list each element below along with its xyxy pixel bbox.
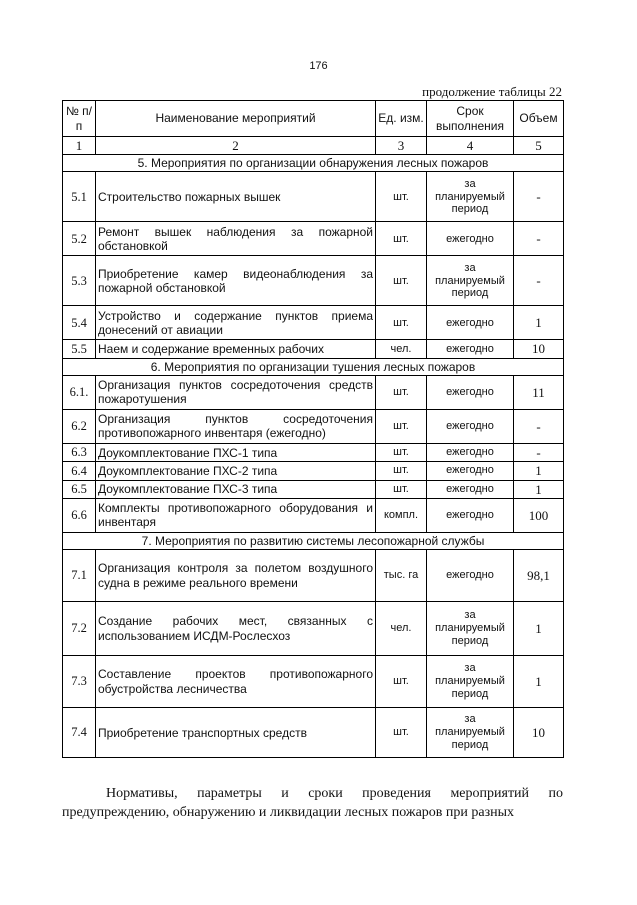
table-row xyxy=(63,708,564,758)
row-num: 5.2 xyxy=(63,222,96,256)
row-num: 5.1 xyxy=(63,172,96,222)
table-row xyxy=(63,409,564,443)
row-unit: шт. xyxy=(376,306,427,340)
index-cell: 2 xyxy=(96,137,376,155)
row-term: за планируемый период xyxy=(427,256,514,306)
row-unit: чел. xyxy=(376,340,427,358)
row-term: ежегодно xyxy=(427,498,514,532)
table-row xyxy=(63,656,564,708)
row-num: 5.5 xyxy=(63,340,96,358)
row-volume: 100 xyxy=(514,498,564,532)
row-name: Организация контроля за полетом воздушного судна в режиме реального времени xyxy=(96,550,376,602)
row-volume: 1 xyxy=(514,602,564,656)
header-num: № п/п xyxy=(63,101,96,137)
table-index-row xyxy=(63,137,564,155)
row-term: ежегодно xyxy=(427,409,514,443)
table-row xyxy=(63,443,564,461)
row-name: Организация пунктов сосредоточения противопожарного инвентаря (ежегодно) xyxy=(96,409,376,443)
row-volume: 1 xyxy=(514,656,564,708)
section-row xyxy=(63,532,564,549)
row-unit: чел. xyxy=(376,602,427,656)
row-name: Устройство и содержание пунктов приема донесений от авиации xyxy=(96,306,376,340)
row-unit: компл. xyxy=(376,498,427,532)
row-unit: шт. xyxy=(376,462,427,480)
table-row xyxy=(63,480,564,498)
row-unit: шт. xyxy=(376,172,427,222)
row-num: 6.4 xyxy=(63,462,96,480)
row-volume: - xyxy=(514,256,564,306)
row-volume: 10 xyxy=(514,708,564,758)
row-volume: 1 xyxy=(514,306,564,340)
row-num: 7.3 xyxy=(63,656,96,708)
row-unit: шт. xyxy=(376,443,427,461)
body-paragraph: Нормативы, параметры и сроки проведения мероприятий по предупреждению, обнаружению и ликвидации лесных пожаров при разных xyxy=(62,786,563,820)
section-title: 7. Мероприятия по развитию системы лесопожарной службы xyxy=(63,532,564,549)
row-num: 6.2 xyxy=(63,409,96,443)
row-volume: 10 xyxy=(514,340,564,358)
index-cell: 5 xyxy=(514,137,564,155)
row-volume: 98,1 xyxy=(514,550,564,602)
row-num: 6.3 xyxy=(63,443,96,461)
row-unit: шт. xyxy=(376,409,427,443)
row-unit: тыс. га xyxy=(376,550,427,602)
row-term: ежегодно xyxy=(427,306,514,340)
row-unit: шт. xyxy=(376,375,427,409)
section-row xyxy=(63,358,564,375)
row-volume: - xyxy=(514,222,564,256)
table-continuation-caption: продолжение таблицы 22 xyxy=(422,84,562,99)
table-header-row xyxy=(63,101,564,137)
table-row xyxy=(63,602,564,656)
row-term: ежегодно xyxy=(427,222,514,256)
section-title: 6. Мероприятия по организации тушения лесных пожаров xyxy=(63,358,564,375)
row-num: 6.1. xyxy=(63,375,96,409)
row-name: Ремонт вышек наблюдения за пожарной обстановкой xyxy=(96,222,376,256)
row-volume: - xyxy=(514,172,564,222)
row-volume: 11 xyxy=(514,375,564,409)
row-term: за планируемый период xyxy=(427,172,514,222)
row-name: Доукомплектование ПХС-1 типа xyxy=(96,443,376,461)
row-name: Комплекты противопожарного оборудования и инвентаря xyxy=(96,498,376,532)
row-name: Организация пунктов сосредоточения средств пожаротушения xyxy=(96,375,376,409)
row-num: 7.4 xyxy=(63,708,96,758)
table-row xyxy=(63,375,564,409)
row-volume: - xyxy=(514,443,564,461)
row-num: 6.6 xyxy=(63,498,96,532)
table-row xyxy=(63,498,564,532)
table-row xyxy=(63,340,564,358)
row-term: ежегодно xyxy=(427,480,514,498)
row-term: ежегодно xyxy=(427,550,514,602)
row-num: 6.5 xyxy=(63,480,96,498)
measures-table xyxy=(62,100,564,758)
row-name: Приобретение камер видеонаблюдения за пожарной обстановкой xyxy=(96,256,376,306)
row-term: ежегодно xyxy=(427,375,514,409)
row-unit: шт. xyxy=(376,656,427,708)
row-name: Доукомплектование ПХС-3 типа xyxy=(96,480,376,498)
row-term: ежегодно xyxy=(427,340,514,358)
row-unit: шт. xyxy=(376,708,427,758)
index-cell: 1 xyxy=(63,137,96,155)
table-row xyxy=(63,462,564,480)
table-row xyxy=(63,256,564,306)
row-num: 5.3 xyxy=(63,256,96,306)
row-term: за планируемый период xyxy=(427,708,514,758)
row-volume: 1 xyxy=(514,462,564,480)
row-term: ежегодно xyxy=(427,462,514,480)
index-cell: 4 xyxy=(427,137,514,155)
header-volume: Объем xyxy=(514,101,564,137)
row-name: Строительство пожарных вышек xyxy=(96,172,376,222)
row-unit: шт. xyxy=(376,222,427,256)
row-term: ежегодно xyxy=(427,443,514,461)
row-volume: 1 xyxy=(514,480,564,498)
row-unit: шт. xyxy=(376,256,427,306)
row-term: за планируемый период xyxy=(427,602,514,656)
index-cell: 3 xyxy=(376,137,427,155)
row-unit: шт. xyxy=(376,480,427,498)
row-volume: - xyxy=(514,409,564,443)
header-unit: Ед. изм. xyxy=(376,101,427,137)
row-name: Наем и содержание временных рабочих xyxy=(96,340,376,358)
table-row xyxy=(63,306,564,340)
row-term: за планируемый период xyxy=(427,656,514,708)
table-row xyxy=(63,550,564,602)
row-name: Создание рабочих мест, связанных с использованием ИСДМ-Рослесхоз xyxy=(96,602,376,656)
row-num: 7.1 xyxy=(63,550,96,602)
header-name: Наименование мероприятий xyxy=(96,101,376,137)
row-name: Доукомплектование ПХС-2 типа xyxy=(96,462,376,480)
row-num: 7.2 xyxy=(63,602,96,656)
page-number: 176 xyxy=(309,60,328,72)
table-row xyxy=(63,172,564,222)
row-name: Приобретение транспортных средств xyxy=(96,708,376,758)
table-row xyxy=(63,222,564,256)
header-term: Срок выполнения xyxy=(427,101,514,137)
section-row xyxy=(63,155,564,172)
section-title: 5. Мероприятия по организации обнаружения лесных пожаров xyxy=(63,155,564,172)
row-num: 5.4 xyxy=(63,306,96,340)
row-name: Составление проектов противопожарного обустройства лесничества xyxy=(96,656,376,708)
